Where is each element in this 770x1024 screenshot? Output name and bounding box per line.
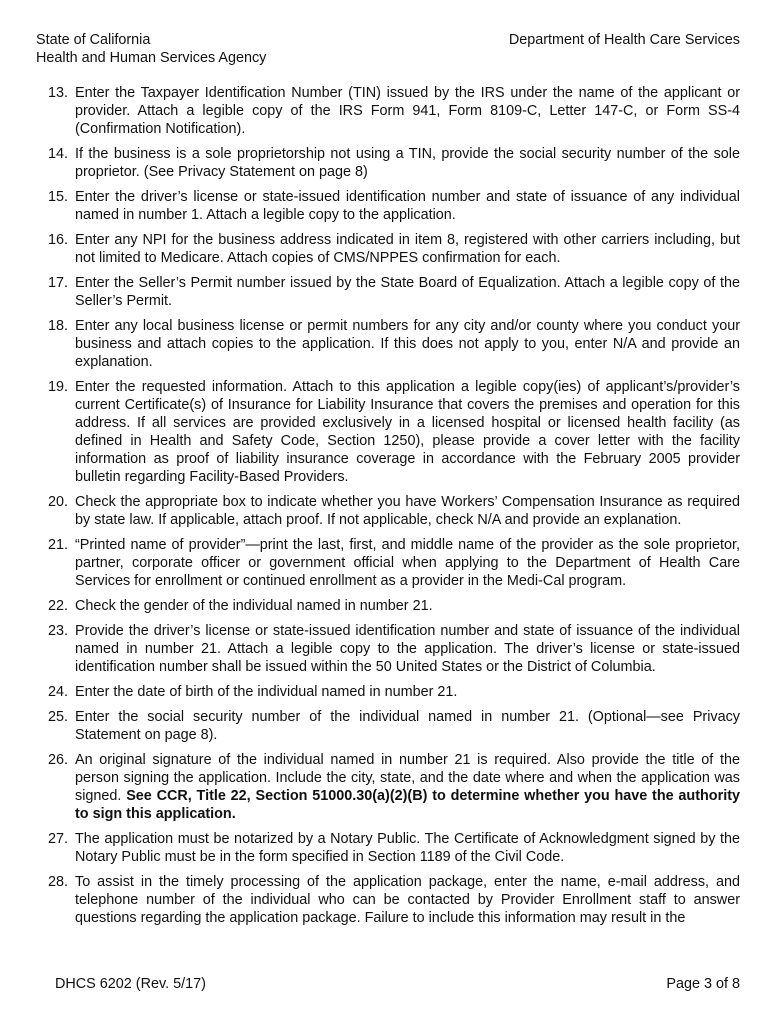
item-number: 25. xyxy=(47,709,68,725)
item-text: Enter the social security number of the individual named in number 21. (Optional—see Privacy Statement on page 8). xyxy=(75,709,740,743)
item-text: Enter the date of birth of the individual named in number 21. xyxy=(75,684,458,700)
item-text: Enter the driver’s license or state-issued identification number and state of issuance of any individual named in number 1. Attach a legible copy to the application. xyxy=(75,189,740,223)
instruction-item-13 xyxy=(36,84,740,138)
instruction-item-16 xyxy=(36,231,740,267)
item-text: Enter any NPI for the business address indicated in item 8, registered with other carriers including, but not limited to Medicare. Attach copies of CMS/NPPES confirmation for each. xyxy=(75,232,740,266)
instruction-item-27 xyxy=(36,830,740,866)
header-agency-name: Health and Human Services Agency xyxy=(36,50,267,66)
instruction-item-17 xyxy=(36,274,740,310)
footer-page-number: Page 3 of 8 xyxy=(666,976,740,992)
instruction-item-25 xyxy=(36,708,740,744)
item-number: 16. xyxy=(47,232,68,248)
instruction-item-20 xyxy=(36,493,740,529)
footer-form-id: DHCS 6202 (Rev. 5/17) xyxy=(55,976,206,992)
header-agency xyxy=(36,31,266,67)
instruction-item-28 xyxy=(36,873,740,927)
item-number: 17. xyxy=(47,275,68,291)
item-text: To assist in the timely processing of the application package, enter the name, e-mail address, and telephone number of the individual who can be contacted by Provider Enrollment staff to answer questions regarding the application package. Failure to include this information may result in the xyxy=(75,874,740,926)
item-number: 22. xyxy=(47,598,68,614)
item-number: 28. xyxy=(47,874,68,890)
item-text: Provide the driver’s license or state-issued identification number and state of issuance of the individual named in number 21. Attach a legible copy to the application. The driver’s license or state-issued identification number shall be issued within the 50 United States or the District of Columbia. xyxy=(75,623,740,675)
item-text: “Printed name of provider”—print the last, first, and middle name of the provider as the sole proprietor, partner, corporate officer or government official when applying to the Department of Health Care Services for enrollment or continued enrollment as a provider in the Medi-Cal program. xyxy=(75,537,740,589)
item-number: 24. xyxy=(47,684,68,700)
header-state: State of California xyxy=(36,32,151,48)
item-number: 19. xyxy=(47,379,68,395)
item-text: Enter the Taxpayer Identification Number (TIN) issued by the IRS under the name of the applicant or provider. Attach a legible copy of the IRS Form 941, Form 8109-C, Letter 147-C, or Form SS-4 (Confirmation Notification). xyxy=(75,85,740,137)
item-text: If the business is a sole proprietorship not using a TIN, provide the social security number of the sole proprietor. (See Privacy Statement on page 8) xyxy=(75,146,740,180)
instruction-item-22 xyxy=(36,597,740,615)
instruction-item-21 xyxy=(36,536,740,590)
item-text: Enter any local business license or permit numbers for any city and/or county where you conduct your business and attach copies to the application. If this does not apply to you, enter N/A and provide an explanation. xyxy=(75,318,740,370)
item-text: The application must be notarized by a Notary Public. The Certificate of Acknowledgment signed by the Notary Public must be in the form specified in Section 1189 of the Civil Code. xyxy=(75,831,740,865)
item-number: 21. xyxy=(47,537,68,553)
item-number: 23. xyxy=(47,623,68,639)
item-number: 26. xyxy=(47,752,68,768)
item-text: Enter the requested information. Attach to this application a legible copy(ies) of applicant’s/provider’s current Certificate(s) of Insurance for Liability Insurance that covers the premises and operation for this address. If all services are provided exclusively in a licensed hospital or licensed health facility (as defined in Health and Safety Code, Section 1250), please provide a cover letter with the facility information as proof of liability insurance coverage in accordance with the February 2005 provider bulletin regarding Facility-Based Providers. xyxy=(75,379,740,485)
instruction-item-24 xyxy=(36,683,740,701)
item-bold-text: See CCR, Title 22, Section 51000.30(a)(2)(B) to determine whether you have the authority to sign this application. xyxy=(75,788,740,822)
item-text: An original signature of the individual named in number 21 is required. Also provide the title of the person signing the application. Include the city, state, and the date where and when the application was signed. xyxy=(75,752,740,804)
instruction-item-26 xyxy=(36,751,740,823)
header-department: Department of Health Care Services xyxy=(508,32,740,48)
item-text: Enter the Seller’s Permit number issued by the State Board of Equalization. Attach a legible copy of the Seller’s Permit. xyxy=(75,275,740,309)
item-number: 27. xyxy=(47,831,68,847)
instruction-item-14 xyxy=(36,145,740,181)
item-text: Check the appropriate box to indicate whether you have Workers’ Compensation Insurance as required by state law. If applicable, attach proof. If not applicable, check N/A and provide an explanation. xyxy=(75,494,740,528)
instruction-item-23 xyxy=(36,622,740,676)
instruction-list xyxy=(36,84,740,934)
item-number: 18. xyxy=(47,318,68,334)
instruction-item-18 xyxy=(36,317,740,371)
item-number: 15. xyxy=(47,189,68,205)
instruction-item-19 xyxy=(36,378,740,486)
item-number: 14. xyxy=(47,146,68,162)
item-text: Check the gender of the individual named in number 21. xyxy=(75,598,433,614)
item-number: 13. xyxy=(47,85,68,101)
item-number: 20. xyxy=(47,494,68,510)
instruction-item-15 xyxy=(36,188,740,224)
